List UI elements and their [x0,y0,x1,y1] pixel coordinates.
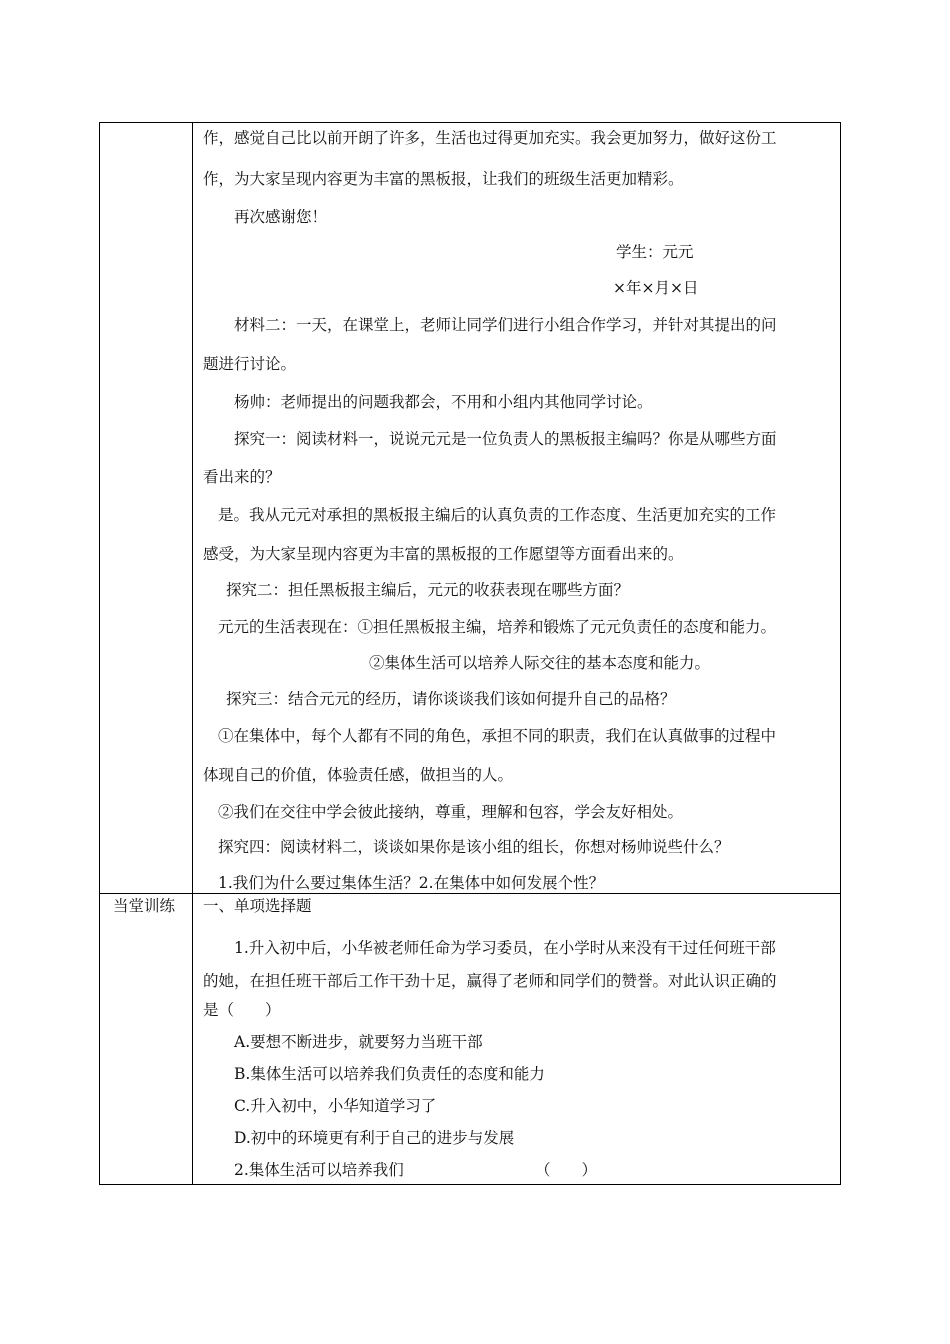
answer2-line-2: ②集体生活可以培养人际交往的基本态度和能力。 [369,654,711,672]
practice-label-cell [100,894,193,1185]
option-c: C.升入初中，小华知道学习了 [234,1097,437,1115]
reading-content-cell [193,123,841,894]
material2-line-2: 题进行讨论。 [203,355,297,373]
option-b: B.集体生活可以培养我们负责任的态度和能力 [234,1065,545,1083]
option-d: D.初中的环境更有利于自己的进步与发展 [234,1129,515,1147]
answer3-line-2: 体现自己的价值，体验责任感，做担当的人。 [203,766,514,784]
answer3-line-3: ②我们在交往中学会彼此接纳，尊重，理解和包容，学会友好相处。 [218,803,684,821]
item1-line-3: 是（ ） [203,1001,281,1019]
question4: 探究四：阅读材料二，谈谈如果你是该小组的组长，你想对杨帅说些什么？ [218,838,730,856]
question3: 探究三：结合元元的经历，请你谈谈我们该如何提升自己的品格？ [226,690,676,708]
thanks-line: 再次感谢您！ [234,208,328,226]
date: ×年×月×日 [613,279,699,297]
item1-line-1: 1.升入初中后，小华被老师任命为学习委员，在小学时从来没有干过任何班干部 [234,939,776,957]
option-a: A.要想不断进步，就要努力当班干部 [234,1033,483,1051]
reading-label-cell [100,123,193,894]
item1-line-2: 的她，在担任班干部后工作干劲十足，赢得了老师和同学们的赞誉。对此认识正确的 [203,972,777,990]
signature: 学生：元元 [616,243,694,261]
letter-line-2: 作，为大家呈现内容更为丰富的黑板报，让我们的班级生活更加精彩。 [203,170,684,188]
question1-line-1: 探究一：阅读材料一，说说元元是一位负责人的黑板报主编吗？你是从哪些方面 [234,430,777,448]
yangshuai-statement: 杨帅：老师提出的问题我都会，不用和小组内其他同学讨论。 [234,393,653,411]
reading-row [100,123,841,894]
item2-blank: （ ） [535,1161,598,1179]
letter-line-1: 作，感觉自己比以前开朗了许多，生活也过得更加充实。我会更加努力，做好这份工 [203,129,777,147]
answer1-line-1: 是。我从元元对承担的黑板报主编后的认真负责的工作态度、生活更加充实的工作 [218,506,777,524]
item2: 2.集体生活可以培养我们 [234,1161,404,1179]
question5: 1.我们为什么要过集体生活？2.在集体中如何发展个性？ [218,874,605,892]
answer3-line-1: ①在集体中，每个人都有不同的角色，承担不同的职责，我们在认真做事的过程中 [218,727,777,745]
practice-label: 当堂训练 [113,897,176,915]
answer1-line-2: 感受，为大家呈现内容更为丰富的黑板报的工作愿望等方面看出来的。 [203,545,684,563]
material2-line-1: 材料二：一天，在课堂上，老师让同学们进行小组合作学习，并针对其提出的问 [234,316,777,334]
answer2-line-1: 元元的生活表现在：①担任黑板报主编，培养和锻炼了元元负责任的态度和能力。 [218,618,777,636]
lesson-table [99,122,841,1185]
section-heading: 一、单项选择题 [203,897,312,915]
question2: 探究二：担任黑板报主编后，元元的收获表现在哪些方面？ [226,581,630,599]
practice-content-cell [193,894,841,1185]
question1-line-2: 看出来的？ [203,468,281,486]
practice-row [100,894,841,1185]
